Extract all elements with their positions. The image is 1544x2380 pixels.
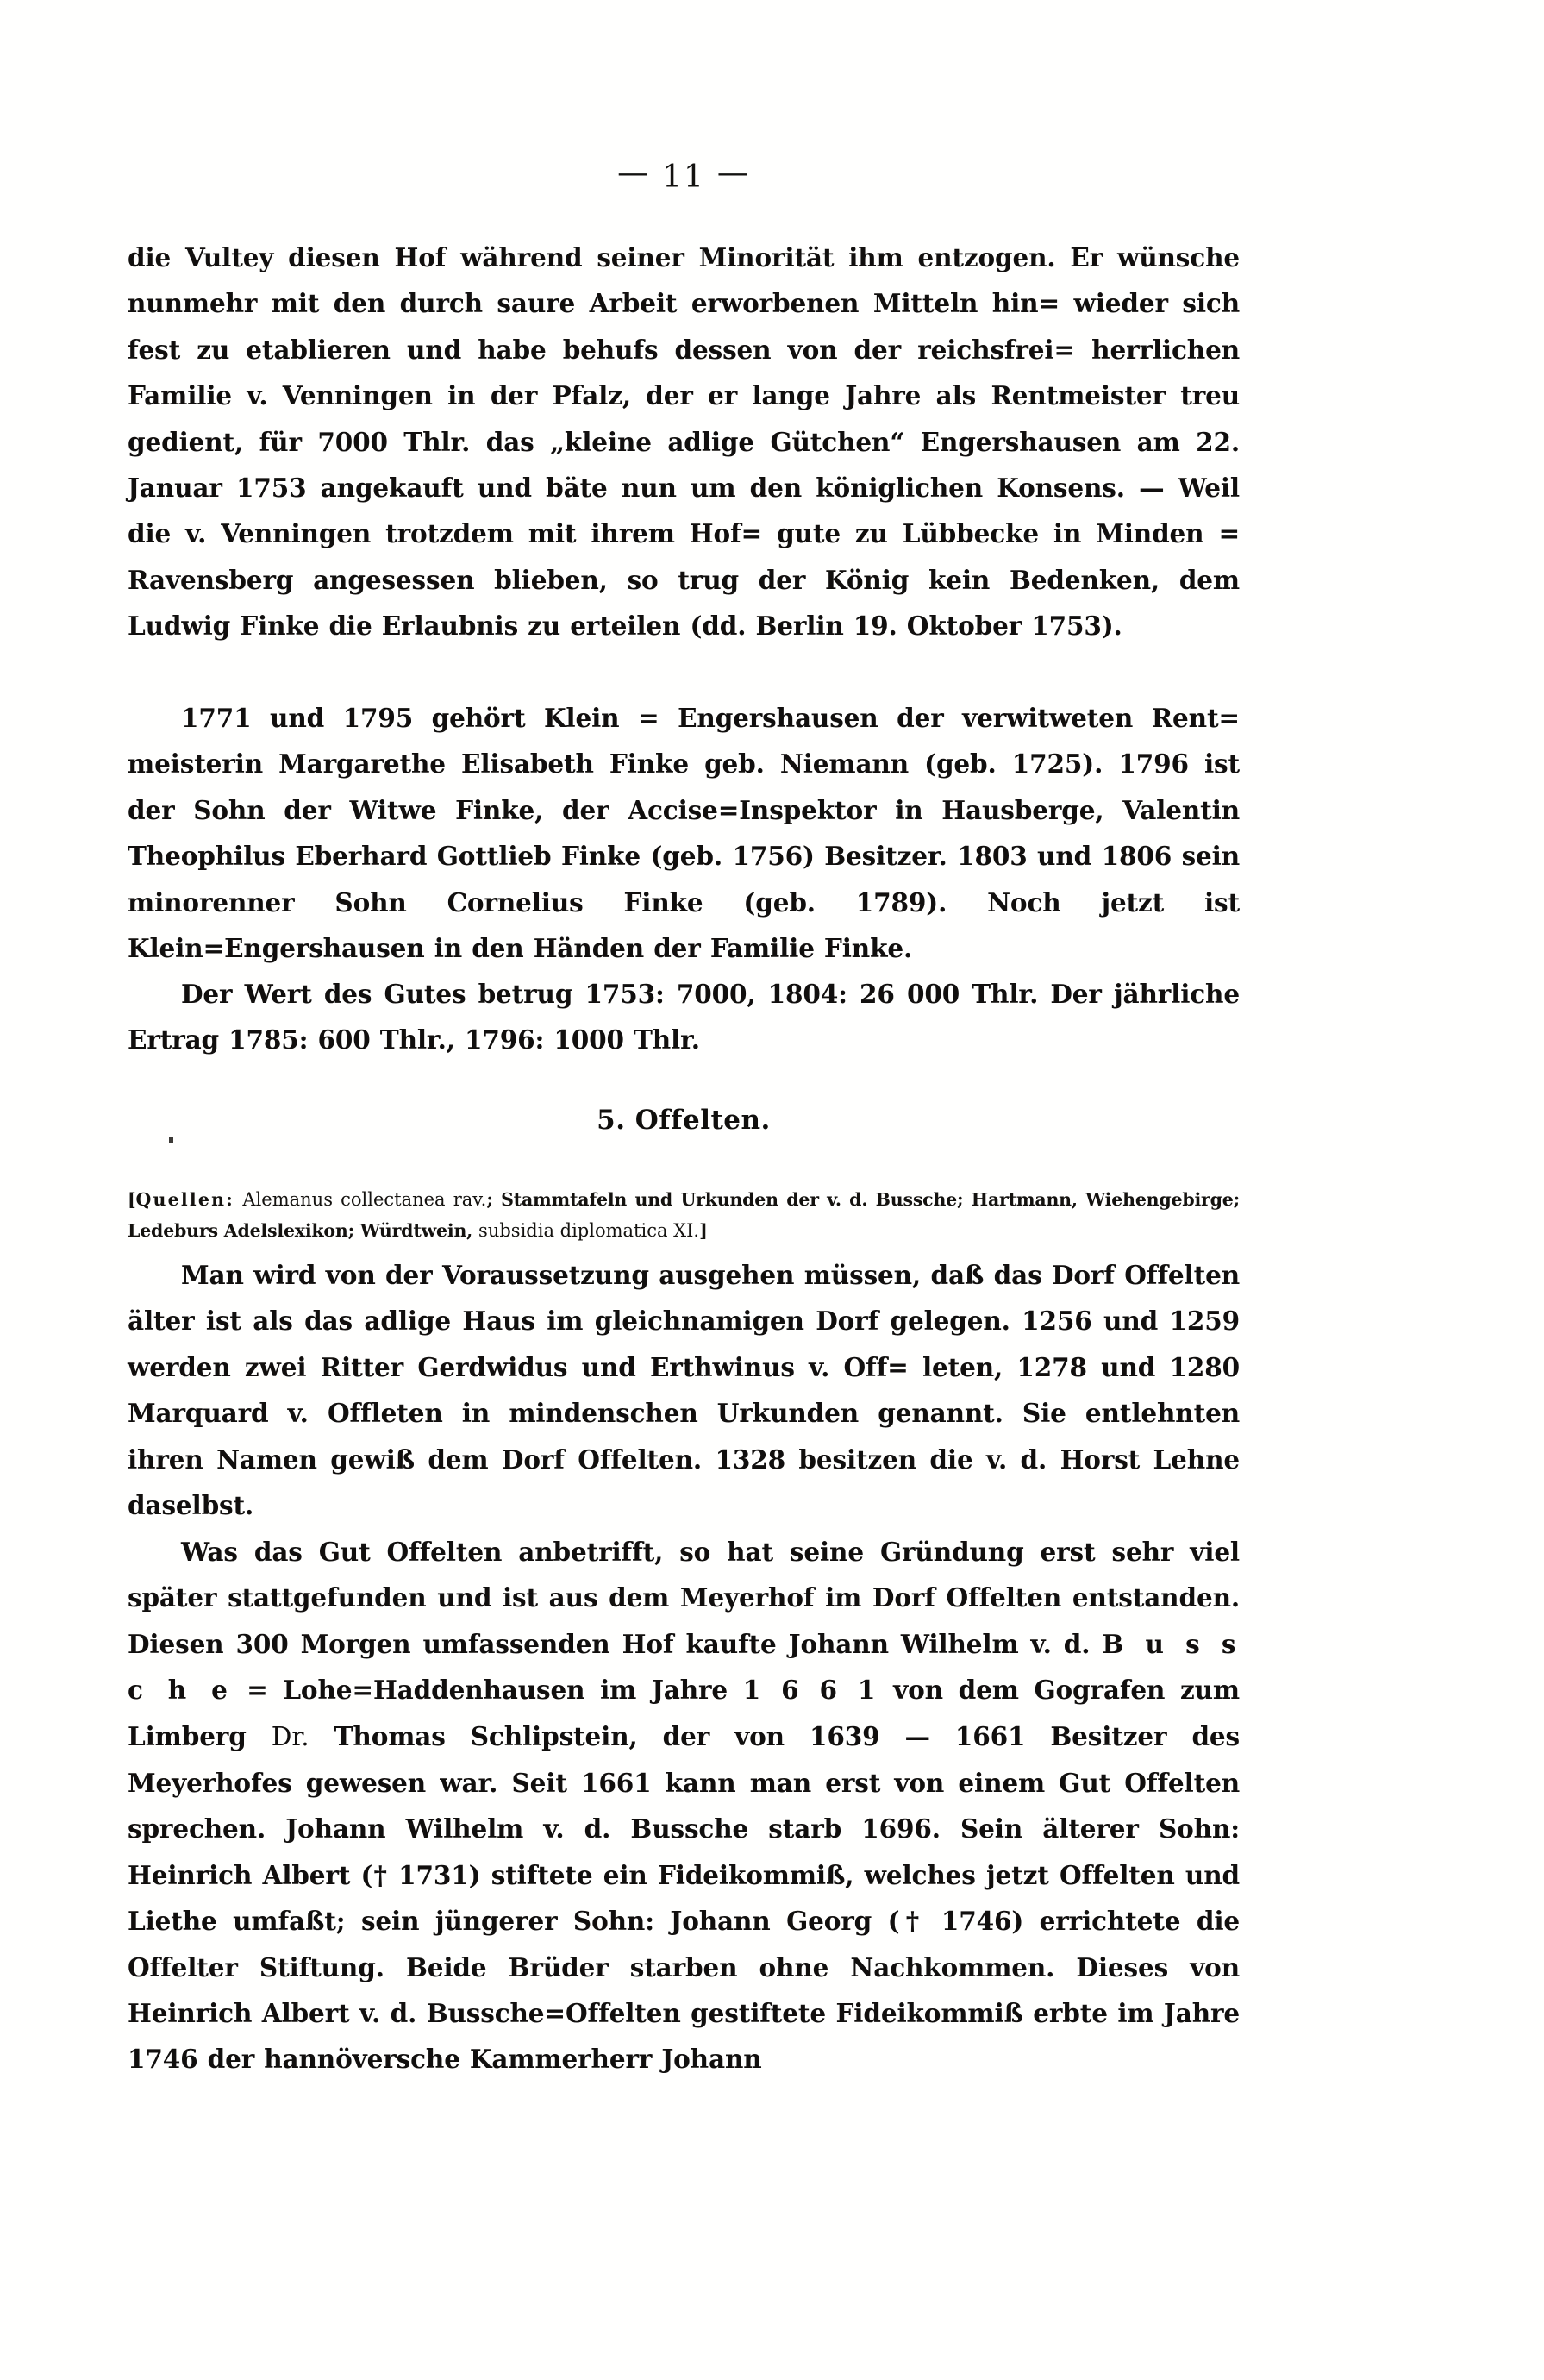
paragraph-text: Man wird von der Voraussetzung ausgehen müssen, daß das Dorf Offelten älter ist als das adlige Haus im gleichnamigen Dorf gelegen. 1256 und 1259 werden zwei Ritter Gerdwidus und Erthwinus v. Off= leten, 1278 und 1280 Marquard v. Offleten in mindenschen Urkunden genannt. Sie entlehnten ihren Namen gewiß dem Dorf Offelten. 1328 besitzen die v. d. Horst Lehne daselbst. xyxy=(128,1260,1241,1521)
paragraph-text: Der Wert des Gutes betrug 1753: 7000, 1804: 26 000 Thlr. Der jährliche Ertrag 1785: 600 Thlr., 1796: 1000 Thlr. xyxy=(128,979,1240,1055)
sources-close-bracket: ] xyxy=(699,1219,708,1241)
folio-dash-right: — xyxy=(716,155,750,191)
paragraph-klein-engershausen-owners xyxy=(128,695,1240,971)
paragraph-text: die Vultey diesen Hof während seiner Minorität ihm entzogen. Er wünsche nunmehr mit den durch saure Arbeit erworbenen Mitteln hin= wieder sich fest zu etablieren und habe behufs dessen von der reichsfrei= herrlichen Familie v. Venningen in der Pfalz, der er lange Jahre als Rentmeister treu gedient, für 7000 Thlr. das „kleine adlige Gütchen“ Engershausen am 22. Januar 1753 angekauft und bäte nun um den königlichen Konsens. — Weil die v. Venningen trotzdem mit ihrem Hof= gute zu Lübbecke in Minden = Ravensberg angesessen blieben, so trug der König kein Bedenken, dem Ludwig Finke die Erlaubnis zu erteilen (dd. Berlin 19. Oktober 1753). xyxy=(128,242,1241,642)
folio-number: 11 xyxy=(662,160,705,195)
folio-dash-left: — xyxy=(617,155,651,191)
letterspaced-name-bussche: B u s s c h e xyxy=(128,1628,1240,1706)
section-heading xyxy=(128,1105,1240,1136)
sources-open-bracket: [ xyxy=(128,1188,136,1210)
sources-separator: ; xyxy=(486,1188,502,1210)
sources-item-subsidia: subsidia diplomatica XI. xyxy=(478,1219,700,1241)
sources-item-stammtafeln: Stammtafeln und Urkunden der v. d. Bussche; xyxy=(501,1188,964,1210)
roman-abbrev-dr: Dr. xyxy=(271,1721,309,1751)
paragraph-estate-value xyxy=(128,971,1240,1063)
paragraph-engershausen-konsens xyxy=(128,235,1240,649)
page-folio xyxy=(128,155,1240,195)
paragraph-gut-offelten-history xyxy=(128,1529,1240,2082)
scan-speck-artifact xyxy=(169,1137,173,1143)
paragraph-text: Was das Gut Offelten anbetrifft, so hat seine Gründung erst sehr viel später stattgefunden und ist aus dem Meyerhof im Dorf Offelten entstanden. Diesen 300 Morgen umfassenden Hof kaufte Johann Wilhelm v. d. B u s s c h e = Lohe=Haddenhausen im Jahre 1 6 6 1 von dem Gografen zum Limberg Dr. Thomas Schlipstein, der von 1639 — 1661 Besitzer des Meyerhofes gewesen war. Seit 1661 kann man erst von einem Gut Offelten sprechen. Johann Wilhelm v. d. Bussche starb 1696. Sein älterer Sohn: Heinrich Albert († 1731) stiftete ein Fideikommiß, welches jetzt Offelten und Liethe umfaßt; sein jüngerer Sohn: Johann Georg († 1746) errichtete die Offelter Stiftung. Beide Brüder starben ohne Nachkommen. Dieses von Heinrich Albert v. d. Bussche=Offelten gestiftete Fideikommiß erbte im Jahre 1746 der hannöversche Kammerherr Johann xyxy=(128,1537,1241,2075)
section-number: 5. xyxy=(597,1105,626,1136)
sources-text xyxy=(128,1184,1240,1246)
letterspaced-year-1661: 1 6 6 1 xyxy=(742,1675,878,1706)
sources-item-alemanus: Alemanus collectanea rav. xyxy=(242,1188,487,1210)
section-title: Offelten. xyxy=(634,1105,771,1136)
paragraph-text: 1771 und 1795 gehört Klein = Engershausen der verwitweten Rent= meisterin Margarethe Elisabeth Finke geb. Niemann (geb. 1725). 1796 ist der Sohn der Witwe Finke, der Accise=Inspektor in Hausberge, Valentin Theophilus Eberhard Gottlieb Finke (geb. 1756) Besitzer. 1803 und 1806 sein minorenner Sohn Cornelius Finke (geb. 1789). Noch jetzt ist Klein=Engershausen in den Händen der Familie Finke. xyxy=(128,703,1241,964)
sources-item-hartmann: Hartmann, Wiehengebirge; Ledeburs Adelslexikon; Würdtwein, xyxy=(128,1188,1241,1241)
paragraph-offelten-village-origin xyxy=(128,1252,1240,1528)
sources-note xyxy=(128,1166,1240,1263)
sources-label: Quellen: xyxy=(135,1188,234,1210)
